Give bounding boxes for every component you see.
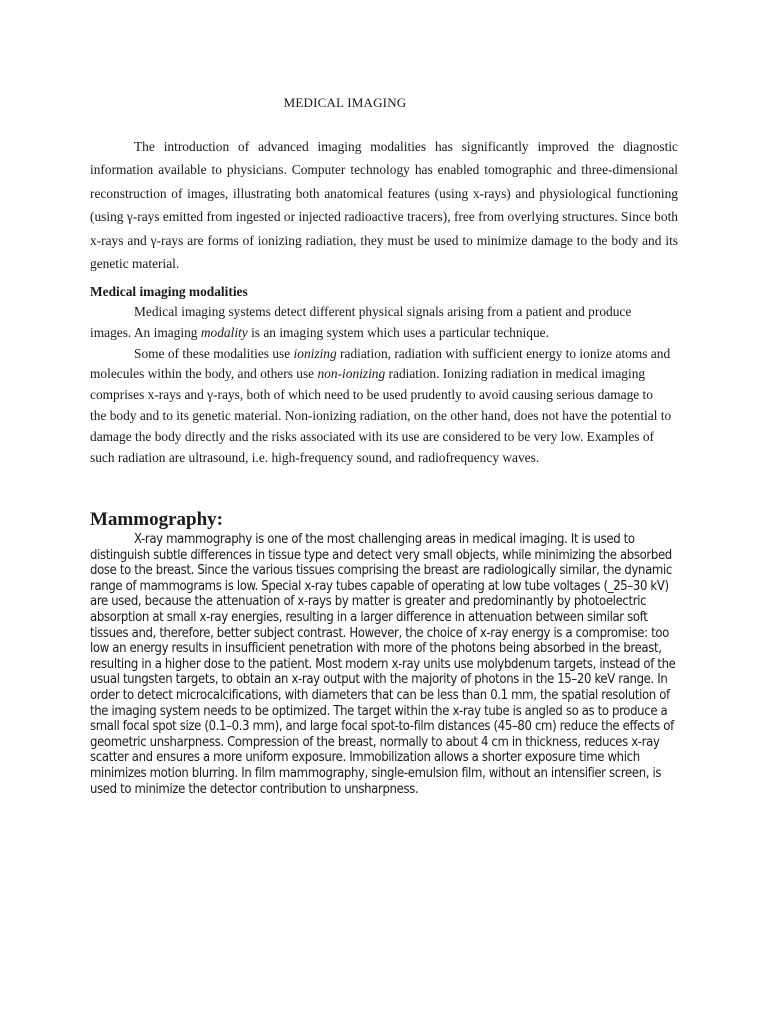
mammography-heading: Mammography: xyxy=(90,509,223,530)
modalities-p1-text-a: Medical imaging systems detect different physical signals arising from a patient and produce images. An imaging xyxy=(90,304,632,340)
document-page xyxy=(90,0,678,1024)
modalities-p2-text-a: Some of these modalities use xyxy=(134,345,294,361)
modalities-section xyxy=(90,282,672,468)
ionizing-term: ionizing xyxy=(293,345,337,361)
modalities-paragraph-2 xyxy=(90,344,672,469)
modality-term: modality xyxy=(200,324,248,340)
mammography-section xyxy=(90,508,678,797)
page-title: MEDICAL IMAGING xyxy=(283,95,407,110)
modalities-heading: Medical imaging modalities xyxy=(90,284,248,299)
non-ionizing-term: non-ionizing xyxy=(317,366,386,382)
modalities-p2-text-b: radiation, radiation with sufficient energy to ionize atoms and molecules within the body, and others use xyxy=(90,345,671,382)
modalities-p2-text-c: radiation. Ionizing radiation in medical imaging comprises x-rays and γ-rays, both of which need to be used prudently to avoid causing serious damage to the body and to its genetic material. Non-ionizing radiation, on the other hand, does not have the potential to damage the body directly and the risks associated with its use are considered to be very low. Examples of such radiation are ultrasound, i.e. high-frequency sound, and radiofrequency waves. xyxy=(90,366,672,465)
mammography-paragraph: X-ray mammography is one of the most challenging areas in medical imaging. It is used to distinguish subtle differences in tissue type and detect very small objects, while minimizing the absorbed dose to the breast. Since the various tissues comprising the breast are radiologically similar, the dynamic range of mammograms is low. Special x-ray tubes capable of operating at low tube voltages (_25–30 kV) are used, because the attenuation of x-rays by matter is greater and predominantly by photoelectric absorption at small x-ray energies, resulting in a larger difference in attenuation between similar soft tissues and, therefore, better subject contrast. However, the choice of x-ray energy is a compromise: too low an energy results in insufficient penetration with more of the photons being absorbed in the breast, resulting in a higher dose to the patient. Most modern x-ray units use molybdenum targets, instead of the usual tungsten targets, to obtain an x-ray output with the majority of photons in the 15–20 keV range. In order to detect microcalcifications, with diameters that can be less than 0.1 mm, the spatial resolution of the imaging system needs to be optimized. The target within the x-ray tube is angled so as to produce a small focal spot size (0.1–0.3 mm), and large focal spot-to-film distances (45–80 cm) reduce the effects of geometric unsharpness. Compression of the breast, normally to about 4 cm in thickness, reduces x-ray scatter and ensures a more uniform exposure. Immobilization allows a shorter exposure time which minimizes motion blurring. In film mammography, single-emulsion film, without an intensifier screen, is used to minimize the detector contribution to unsharpness. xyxy=(90,532,676,797)
intro-paragraph: The introduction of advanced imaging modalities has significantly improved the diagnostic information available to physicians. Computer technology has enabled tomographic and three-dimensional reconstruction of images, illustrating both anatomical features (using x-rays) and physiological functioning (using γ-rays emitted from ingested or injected radioactive tracers), free from overlying structures. Since both x-rays and γ-rays are forms of ionizing radiation, they must be used to minimize damage to the body and its genetic material. xyxy=(90,139,678,272)
modalities-paragraph-1 xyxy=(90,302,672,344)
modalities-p1-text-b: is an imaging system which uses a particular technique. xyxy=(247,324,549,340)
